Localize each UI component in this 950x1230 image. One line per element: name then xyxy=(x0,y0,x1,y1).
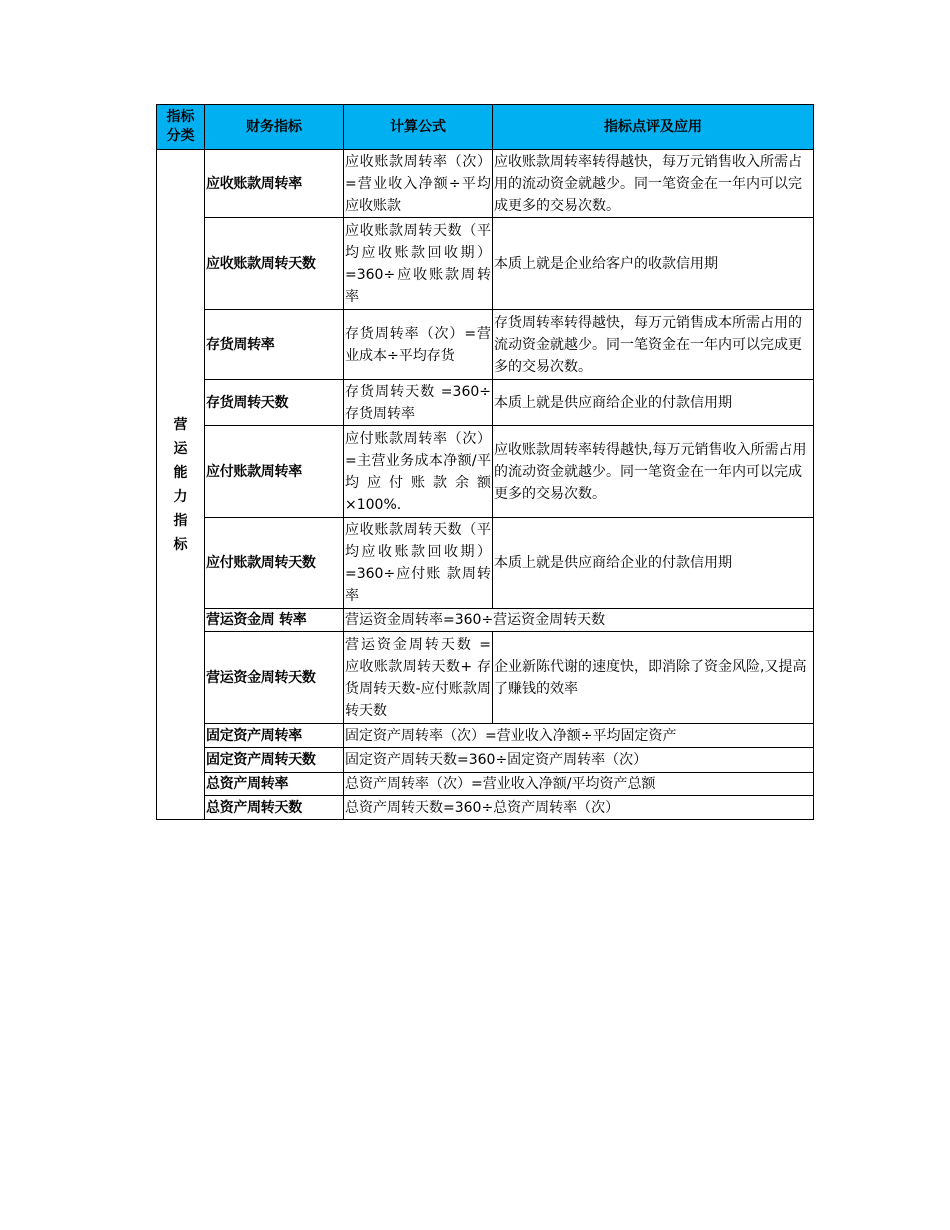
metric-comment: 本质上就是供应商给企业的付款信用期 xyxy=(493,380,814,426)
metric-formula: 营运资金周转天数 = 应收账款周转天数+ 存货周转天数-应付账款周转天数 xyxy=(344,632,493,724)
metric-name: 固定资产周转天数 xyxy=(205,748,344,773)
metric-name: 总资产周转天数 xyxy=(205,796,344,820)
metric-formula: 总资产周转天数=360÷总资产周转率（次） xyxy=(344,796,814,820)
header-formula: 计算公式 xyxy=(344,105,493,150)
metric-name: 总资产周转率 xyxy=(205,773,344,796)
metric-formula: 固定资产周转天数=360÷固定资产周转率（次） xyxy=(344,748,814,773)
metric-name: 应付账款周转率 xyxy=(205,426,344,518)
table-row xyxy=(157,380,814,426)
metric-formula: 固定资产周转率（次）=营业收入净额÷平均固定资产 xyxy=(344,724,814,748)
category-cell: 营运能力指标 xyxy=(157,150,205,820)
metric-formula: 应收账款周转天数（平均应收账款回收期）=360÷应收账款周转率 xyxy=(344,218,493,310)
metric-name: 应付账款周转天数 xyxy=(205,518,344,609)
metric-name: 应收账款周转天数 xyxy=(205,218,344,310)
metric-comment: 本质上就是企业给客户的收款信用期 xyxy=(493,218,814,310)
table-header-row xyxy=(157,105,814,150)
table-row xyxy=(157,310,814,380)
metric-name: 应收账款周转率 xyxy=(205,150,344,218)
metric-name: 营运资金周转天数 xyxy=(205,632,344,724)
metric-name: 固定资产周转率 xyxy=(205,724,344,748)
header-category: 指标分类 xyxy=(157,105,205,150)
table-row xyxy=(157,796,814,820)
table-row xyxy=(157,724,814,748)
table-row xyxy=(157,748,814,773)
metric-comment: 应收账款周转率转得越快,每万元销售收入所需占用的流动资金就越少。同一笔资金在一年内可以完成更多的交易次数。 xyxy=(493,426,814,518)
metric-formula: 应收账款周转率（次）=营业收入净额÷平均应收账款 xyxy=(344,150,493,218)
metric-name: 存货周转率 xyxy=(205,310,344,380)
metric-formula: 存货周转率（次）=营业成本÷平均存货 xyxy=(344,310,493,380)
table-row xyxy=(157,518,814,609)
metric-name: 营运资金周 转率 xyxy=(205,609,344,632)
table-row xyxy=(157,632,814,724)
header-comment: 指标点评及应用 xyxy=(493,105,814,150)
table-row xyxy=(157,218,814,310)
metric-comment: 存货周转率转得越快，每万元销售成本所需占用的流动资金就越少。同一笔资金在一年内可以完成更多的交易次数。 xyxy=(493,310,814,380)
metric-formula: 存货周转天数 =360÷存货周转率 xyxy=(344,380,493,426)
table-row xyxy=(157,773,814,796)
metric-formula: 总资产周转率（次）=营业收入净额/平均资产总额 xyxy=(344,773,814,796)
table-row xyxy=(157,426,814,518)
metric-comment: 本质上就是供应商给企业的付款信用期 xyxy=(493,518,814,609)
metric-formula: 应收账款周转天数（平均应收账款回收期）=360÷应付账 款周转率 xyxy=(344,518,493,609)
table-row xyxy=(157,609,814,632)
metric-formula: 营运资金周转率=360÷营运资金周转天数 xyxy=(344,609,814,632)
metric-formula: 应付账款周转率（次）=主营业务成本净额/平均应付账款余额×100%. xyxy=(344,426,493,518)
table-row xyxy=(157,150,814,218)
metric-comment: 应收账款周转率转得越快，每万元销售收入所需占用的流动资金就越少。同一笔资金在一年内可以完成更多的交易次数。 xyxy=(493,150,814,218)
metric-name: 存货周转天数 xyxy=(205,380,344,426)
metric-comment: 企业新陈代谢的速度快，即消除了资金风险,又提高了赚钱的效率 xyxy=(493,632,814,724)
header-metric: 财务指标 xyxy=(205,105,344,150)
financial-metrics-table xyxy=(156,104,814,820)
